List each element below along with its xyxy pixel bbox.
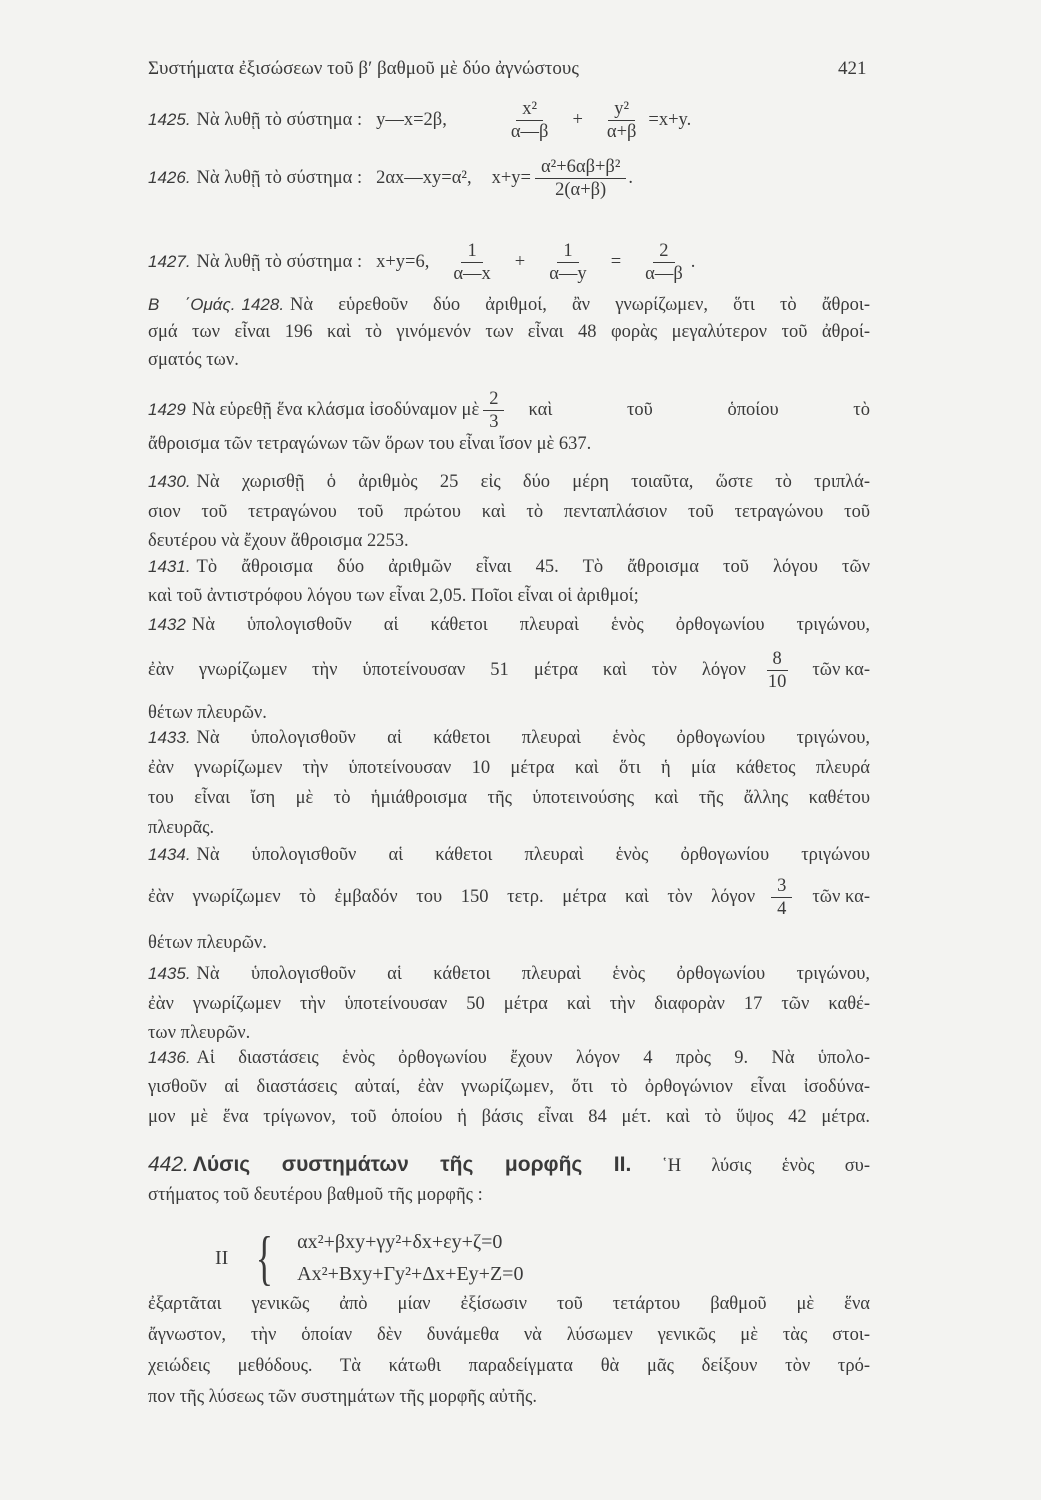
problem-number: 1426. — [148, 168, 191, 187]
problem-1430-line: δευτέρου νὰ ἔχουν ἄθροισμα 2253. — [148, 531, 409, 551]
problem-number: 1429 — [148, 400, 186, 419]
problem-1431-line: 1431. Τὸ ἄθροισμα δύο ἀριθμῶν εἶναι 45. Τὸ ἄθροισμα τοῦ λόγου τῶν — [148, 557, 870, 577]
section-number: 442. — [148, 1153, 189, 1176]
problem-1432-line: ἐὰν γνωρίζωμεν τὴν ὑποτείνουσαν 51 μέτρα καὶ τὸν λόγον $\frac{8}{10}$ τῶν κα- — [148, 648, 870, 692]
problem-1428-line: Β ΄Ομάς. 1428. Νὰ εὑρεθοῦν δύο ἀριθμοί, ἂν γνωρίζωμεν, ὅτι τὸ ἄθροι- — [148, 295, 870, 315]
problem-number: 1434. — [148, 845, 191, 864]
operator: + — [572, 110, 583, 130]
problem-number: 1433. — [148, 728, 191, 747]
section-body-line: ἐξαρτᾶται γενικῶς ἀπὸ μίαν ἐξίσωσιν τοῦ τετάρτου βαθμοῦ μὲ ἕνα — [148, 1294, 870, 1314]
problem-1436-line: 1436. Αἱ διαστάσεις ἑνὸς ὀρθογωνίου ἔχουν λόγον 4 πρὸς 9. Νὰ ὑπολο- — [148, 1048, 870, 1068]
problem-1433-line: πλευρᾶς. — [148, 818, 215, 838]
equation: x+y=6, — [376, 252, 430, 272]
fraction: $\frac{1}{\alpha—y}$ — [549, 240, 587, 284]
problem-1425 — [148, 98, 870, 142]
equation: y—x=2β, — [376, 110, 447, 130]
equation: 2αx—xy=α², — [376, 168, 472, 188]
equation-rhs: =x+y. — [648, 110, 692, 130]
fraction: $\frac{1}{\alpha—x}$ — [453, 240, 491, 284]
section-body-line: ἄγνωστον, τὴν ὁποίαν δὲν δυνάμεθα νὰ λύσωμεν γενικῶς μὲ τὰς στοι- — [148, 1325, 870, 1345]
punctuation: . — [690, 252, 696, 272]
page-number: 421 — [838, 58, 867, 79]
problem-text: Νὰ λυθῇ τὸ σύστημα : — [196, 252, 363, 272]
fraction: $\frac{2}{3}$ — [483, 388, 504, 433]
problem-1433-line: ἐὰν γνωρίζωμεν τὴν ὑποτείνουσαν 10 μέτρα καὶ ὅτι ἡ μία κάθετος πλευρά — [148, 758, 870, 778]
section-body-line: χειώδεις μεθόδους. Τὰ κάτωθι παραδείγματα θὰ μᾶς δείξουν τὸν τρό- — [148, 1356, 870, 1376]
system-label: ΙΙ — [215, 1246, 229, 1269]
problem-1429-line: 1429 Νὰ εὑρεθῇ ἕνα κλάσμα ἰσοδύναμον μὲ $\frac{2}{3}$ καὶ τοῦ ὁποίου τὸ — [148, 388, 870, 432]
operator: = — [610, 252, 622, 272]
problem-1430-line: 1430. Νὰ χωρισθῇ ὁ ἀριθμὸς 25 εἰς δύο μέρη τοιαῦτα, ὥστε τὸ τριπλά- — [148, 472, 870, 492]
problem-text: Νὰ λυθῇ τὸ σύστημα : — [196, 168, 363, 188]
fraction: $\frac{8}{10}$ — [767, 648, 787, 692]
system-equation: αx²+βxy+γy²+δx+εy+ζ=0 — [297, 1231, 503, 1253]
section-intro-line: στήματος τοῦ δευτέρου βαθμοῦ τῆς μορφῆς : — [148, 1185, 483, 1205]
problem-1436-line: γισθοῦν αἱ διαστάσεις αὐταί, ἐὰν γνωρίζωμεν, ὅτι τὸ ὀρθογώνιον εἶναι ἰσοδύνα- — [148, 1077, 870, 1097]
problem-1434-line: ἐὰν γνωρίζωμεν τὸ ἐμβαδόν του 150 τετρ. μέτρα καὶ τὸν λόγον $\frac{3}{4}$ τῶν κα- — [148, 875, 870, 919]
problem-1433-line: του εἶναι ἴση μὲ τὸ ἡμιάθροισμα τῆς ὑποτεινούσης καὶ τῆς ἄλλης καθέτου — [148, 788, 870, 808]
group-label: Β ΄Ομάς. — [148, 295, 236, 314]
problem-1428-line: σμά των εἶναι 196 καὶ τὸ γινόμενόν των εἶναι 48 φορὰς μεγαλύτερον τοῦ ἀθροί- — [148, 322, 870, 342]
problem-1436-line: μον μὲ ἕνα τρίγωνον, τοῦ ὁποίου ἡ βάσις εἶναι 84 μέτ. καὶ τὸ ὕψος 42 μέτρα. — [148, 1107, 870, 1127]
problem-1427 — [148, 240, 870, 284]
fraction: $\frac{2}{\alpha—\beta}$ — [645, 240, 683, 284]
fraction: $\frac{3}{4}$ — [771, 875, 792, 920]
problem-1431-line: καὶ τοῦ ἀντιστρόφου λόγου των εἶναι 2,05. Ποῖοι εἶναι οἱ ἀριθμοί; — [148, 586, 639, 606]
problem-1432-line: θέτων πλευρῶν. — [148, 703, 267, 723]
fraction: $\frac{\text{α²+6αβ+β²}}{2(\alpha+\beta)}$ — [535, 156, 626, 201]
section-title: Λύσις συστημάτων τῆς μορφῆς ΙΙ. — [192, 1153, 632, 1176]
problem-1434-line: θέτων πλευρῶν. — [148, 933, 267, 953]
problem-1432-line: 1432 Νὰ ὑπολογισθοῦν αἱ κάθετοι πλευραὶ ἑνὸς ὀρθογωνίου τριγώνου, — [148, 615, 870, 635]
operator: + — [514, 252, 526, 272]
problem-1428-line: σματός των. — [148, 350, 239, 370]
problem-number: 1425. — [148, 110, 191, 129]
problem-1434-line: 1434. Νὰ ὑπολογισθοῦν αἱ κάθετοι πλευραὶ ἑνὸς ὀρθογωνίου τριγώνου — [148, 845, 870, 865]
section-body-line: πον τῆς λύσεως τῶν συστημάτων τῆς μορφῆς αὐτῆς. — [148, 1387, 538, 1407]
problem-number: 1427. — [148, 252, 191, 271]
section-heading-line: 442. Λύσις συστημάτων τῆς μορφῆς ΙΙ. ῾Η λύσις ἑνὸς συ- — [148, 1153, 870, 1176]
brace-icon: { — [256, 1225, 274, 1291]
problem-1433-line: 1433. Νὰ ὑπολογισθοῦν αἱ κάθετοι πλευραὶ ἑνὸς ὀρθογωνίου τριγώνου, — [148, 728, 870, 748]
problem-text: Νὰ λυθῇ τὸ σύστημα : — [196, 110, 363, 130]
system-equation: Αx²+Βxy+Γy²+Δx+Εy+Ζ=0 — [297, 1263, 524, 1285]
running-header: Συστήματα ἐξισώσεων τοῦ β′ βαθμοῦ μὲ δύο ἀγνώστους — [148, 58, 579, 79]
problem-1429-line: ἄθροισμα τῶν τετραγώνων τῶν ὅρων του εἶναι ἴσον μὲ 637. — [148, 434, 592, 454]
problem-number: 1430. — [148, 472, 191, 491]
fraction: $\frac{\text{y²}}{\alpha+\beta}$ — [606, 98, 637, 142]
problem-number: 1431. — [148, 557, 191, 576]
problem-1435-line: ἐὰν γνωρίζωμεν τὴν ὑποτείνουσαν 50 μέτρα καὶ τὴν διαφορὰν 17 τῶν καθέ- — [148, 994, 870, 1014]
problem-1435-line: 1435. Νὰ ὑπολογισθοῦν αἱ κάθετοι πλευραὶ ἑνὸς ὀρθογωνίου τριγώνου, — [148, 964, 870, 984]
problem-1435-line: των πλευρῶν. — [148, 1023, 251, 1043]
problem-number: 1428. — [241, 295, 285, 314]
problem-1426 — [148, 156, 870, 200]
equation-system — [215, 1225, 523, 1291]
equation-lhs: x+y= — [491, 168, 531, 188]
problem-1430-line: σιον τοῦ τετραγώνου τοῦ πρώτου καὶ τὸ πενταπλάσιον τοῦ τετραγώνου τοῦ — [148, 502, 870, 522]
problem-number: 1432 — [148, 615, 186, 634]
punctuation: . — [628, 168, 634, 188]
problem-number: 1436. — [148, 1048, 191, 1067]
fraction: $\frac{\text{x²}}{\alpha—\beta}$ — [510, 98, 549, 142]
problem-number: 1435. — [148, 964, 191, 983]
